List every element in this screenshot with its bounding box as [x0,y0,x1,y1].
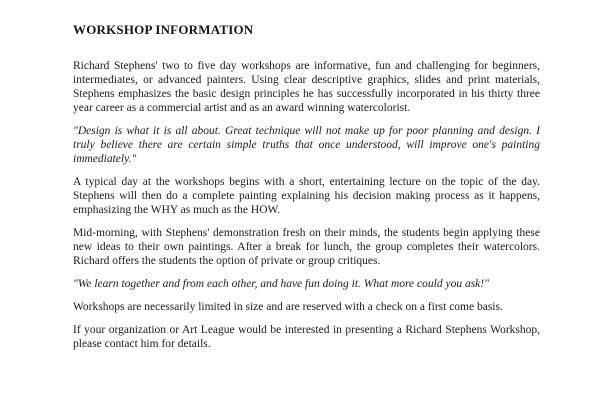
paragraph-quote-learn-together: "We learn together and from each other, and have fun doing it. What more could you ask!" [73,278,489,290]
page-title: WORKSHOP INFORMATION [73,22,254,37]
paragraph-typical-day: A typical day at the workshops begins with a short, entertaining lecture on the topic of the day. Stephens will then do a complete painting explaining his decision making process as it happens, emphasizing the WHY as much as the HOW. [73,176,540,216]
paragraph-quote-design: "Design is what it is all about. Great technique will not make up for poor planning and design. I truly believe there are certain simple truths that once understood, will improve one's painting immediately." [73,125,540,165]
document-body [73,59,540,351]
paragraph-workshop-overview: Richard Stephens' two to five day workshops are informative, fun and challenging for beginners, intermediates, or advanced painters. Using clear descriptive graphics, slides and print materials, Stephens emphasizes the basic design principles he has successfully incorporated in his thirty three year career as a commercial artist and as an award winning watercolorist. [73,60,540,114]
paragraph-size-limit: Workshops are necessarily limited in size and are reserved with a check on a first come basis. [73,301,503,313]
paragraph-mid-morning: Mid-morning, with Stephens' demonstration fresh on their minds, the students begin applying these new ideas to their own paintings. After a break for lunch, the group completes their watercolors. Richard offers the students the option of private or group critiques. [73,227,540,267]
paragraph-contact: If your organization or Art League would be interested in presenting a Richard Stephens Workshop, please contact him for details. [73,324,540,350]
